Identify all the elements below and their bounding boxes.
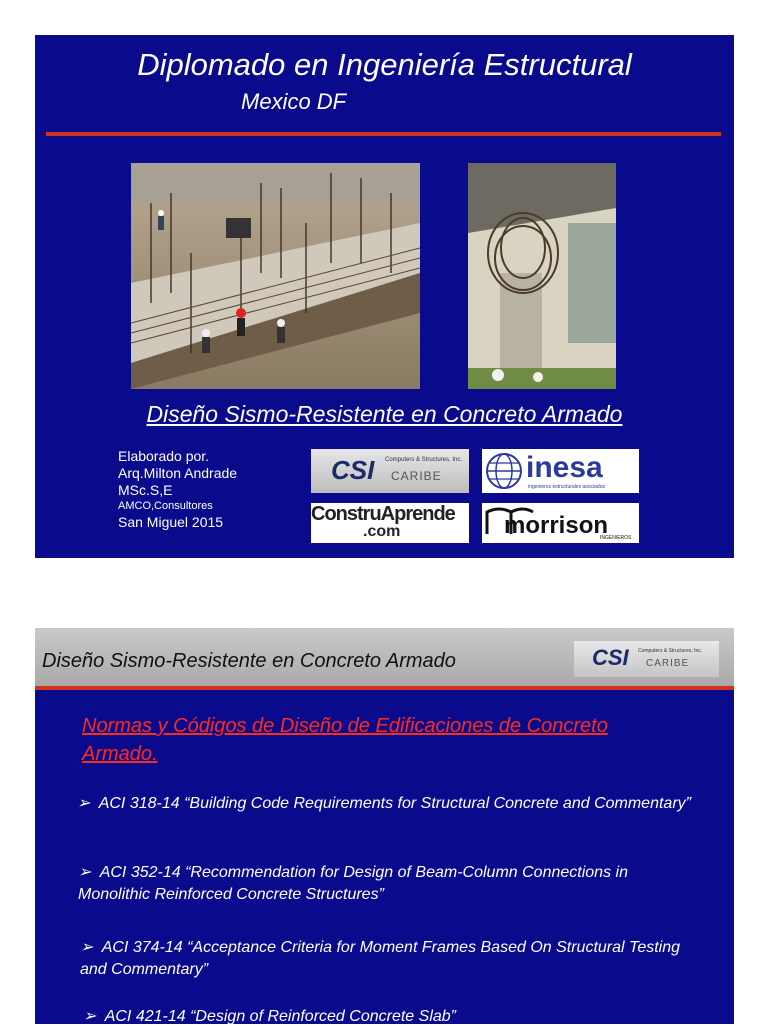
csi-header-logo-text: Computers & Structures, Inc.: [638, 648, 703, 654]
author-name: Arq.Milton Andrade: [118, 465, 238, 481]
construction-site-photo: [131, 163, 420, 389]
construaprende-logo-domain: .com: [363, 523, 401, 540]
author-company: AMCO,Consultores: [118, 500, 213, 512]
slide-title: Diplomado en Ingeniería Estructural: [137, 47, 632, 82]
author-degree: MSc.S,E: [118, 482, 173, 498]
csi-logo-caribe: CARIBE: [391, 469, 442, 483]
construaprende-logo-text: ConstruAprende: [311, 503, 455, 525]
inesa-logo-subtext: ingenieros estructurales asociados: [528, 484, 605, 490]
list-item-text: ACI 318-14 “Building Code Requirements for Structural Concrete and Commentary”: [98, 795, 691, 812]
construaprende-logo: [311, 503, 469, 543]
globe-icon: [485, 452, 523, 490]
author-place-date: San Miguel 2015: [118, 514, 224, 530]
author-line: Elaborado por.: [118, 448, 210, 464]
slide-caption: Diseño Sismo-Resistente en Concreto Armado: [146, 401, 623, 427]
slide-subtitle: Mexico DF: [241, 89, 347, 114]
damaged-column-photo: [468, 163, 616, 389]
list-item: ➢ ACI 352-14 “Recommendation for Design of Beam-Column Connections in Monolithic Reinforced Concrete Structures”: [78, 864, 628, 903]
inesa-logo: [482, 449, 639, 493]
header-title: Diseño Sismo-Resistente en Concreto Armado: [42, 650, 456, 672]
csi-mark-icon: CSI: [592, 645, 629, 670]
title-slide: [35, 35, 734, 558]
morrison-logo: [482, 503, 639, 543]
csi-header-logo-caribe: CARIBE: [646, 658, 690, 669]
content-slide: [35, 628, 734, 1024]
list-item-text: ACI 374-14 “Acceptance Criteria for Moment Frames Based On Structural Testing and Commentary”: [80, 939, 681, 978]
csi-mark-icon: CSI: [331, 455, 375, 485]
morrison-logo-text: morrison: [504, 512, 609, 539]
list-item: ➢ ACI 421-14 “Design of Reinforced Concrete Slab”: [83, 1008, 456, 1025]
section-heading: Normas y Códigos de Diseño de Edificaciones de Concreto Armado.: [82, 715, 608, 765]
list-item: ➢ ACI 318-14 “Building Code Requirements for Structural Concrete and Commentary”: [77, 795, 691, 812]
slide-header: [35, 628, 734, 690]
list-item: ➢ ACI 374-14 “Acceptance Criteria for Moment Frames Based On Structural Testing and Commentary”: [80, 939, 681, 978]
author-block: [118, 448, 237, 531]
csi-caribe-header-logo: [574, 641, 719, 677]
morrison-logo-subtext: INGENIEROS: [600, 535, 632, 541]
list-item-text: ACI 352-14 “Recommendation for Design of Beam-Column Connections in Monolithic Reinforced Concrete Structures”: [78, 864, 628, 903]
csi-caribe-logo: [311, 449, 469, 493]
divider-rule: [46, 132, 721, 136]
inesa-logo-text: inesa: [526, 451, 603, 484]
csi-logo-text: Computers & Structures, Inc.: [385, 457, 463, 463]
list-item-text: ACI 421-14 “Design of Reinforced Concrete Slab”: [104, 1008, 456, 1025]
